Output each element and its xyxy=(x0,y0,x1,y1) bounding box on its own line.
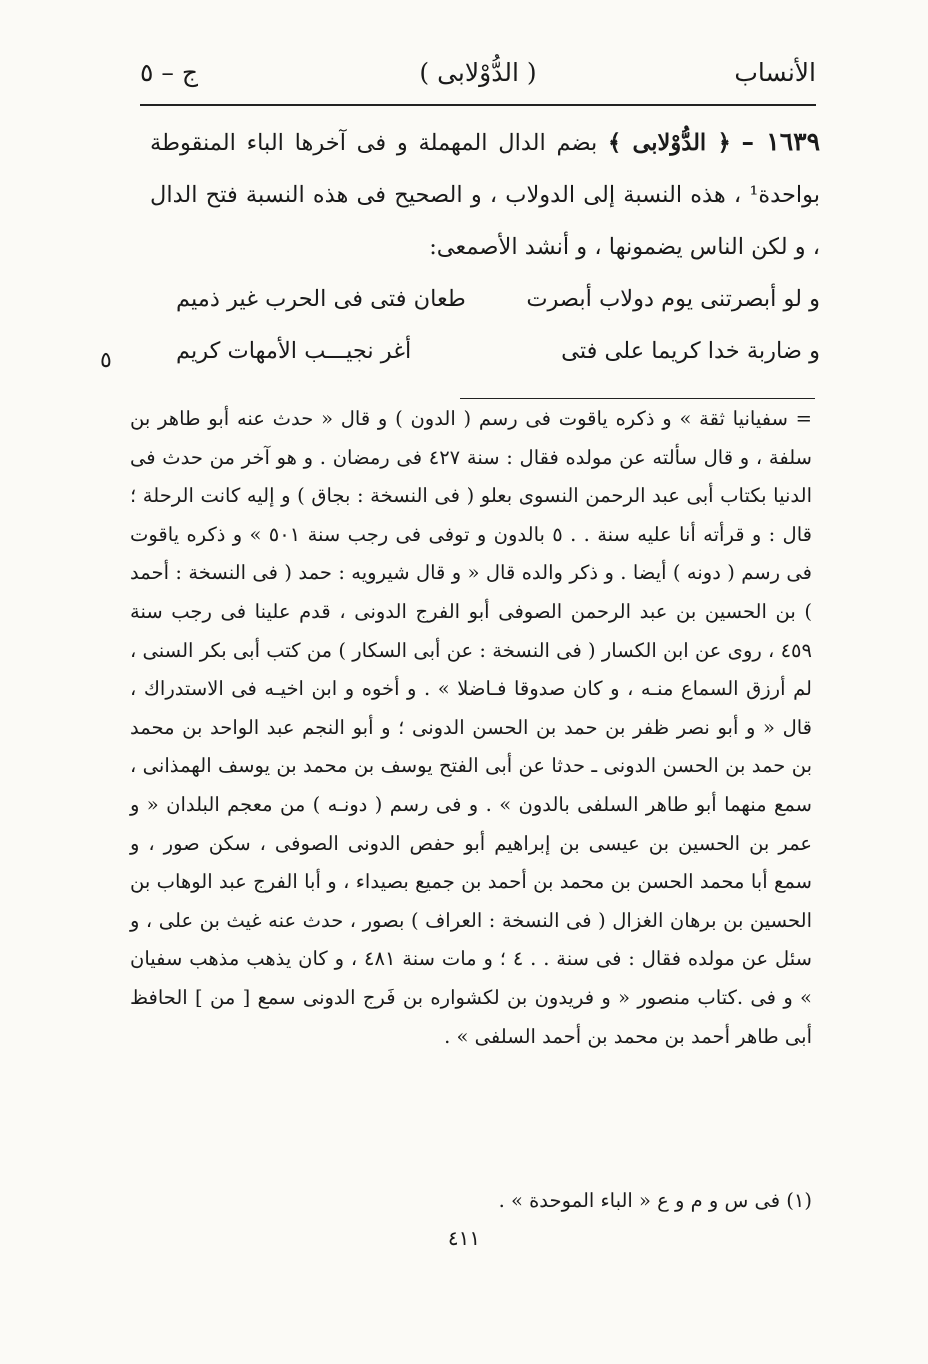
editor-notes xyxy=(130,400,812,1056)
volume-number: ج – ٥ xyxy=(140,58,198,87)
entry-number: ١٦٣٩ – xyxy=(741,127,820,156)
book-title: الأنساب xyxy=(734,58,816,87)
running-header xyxy=(140,52,816,100)
verse-first-hemistich: و ضاربة خدا كريما على فتى xyxy=(561,338,820,364)
notes-separator xyxy=(460,398,815,399)
margin-line-number: ٥ xyxy=(100,348,112,373)
page-number: ٤١١ xyxy=(447,1226,481,1250)
verse-second-hemistich: أغر نجيـــب الأمهات كريم xyxy=(176,338,412,364)
verse-line-2 xyxy=(150,328,820,380)
footnote: (١) فى س و م و ع « الباء الموحدة » . xyxy=(498,1189,812,1212)
verse-line-1 xyxy=(150,276,820,328)
notes-paragraph: = سفيانيا ثقة » و ذكره ياقوت فى رسم ( الدون ) و قال « حدث عنه أبو طاهر بن سلفة ، و قال سألته عن مولده فقال : سنة ٤٢٧ فى رمضان . و هو آخر من حدث فى الدنيا بكتاب أبى عبد الرحمن النسوى بعلو ( فى النسخة : بجاق ) و إليه كانت الرحلة ؛ قال : و قرأته أنا عليه سنة . . ٥ بالدون و توفى فى رجب سنة ٥٠١ » و ذكره ياقوت فى رسم ( دونه ) أيضا . و ذكر والده قال « و قال شيرويه : حمد ( فى النسخة : أحمد ) بن الحسين بن عبد الرحمن الصوفى أبو الفرج الدونى ، قدم علينا فى رجب سنة ٤٥٩ ، روى عن ابن الكسار ( فى النسخة : عن أبى السكار ) من كتب أبى بكر السنى ، لم أرزق السماع منـه ، و كان صدوقا فـاضلا » . و أخوه و ابن اخيـه فى الاستدراك ، قال « و أبو نصر ظفر بن حمد بن الحسن الدونى ؛ و أبو النجم عبد الواحد بن محمد بن حمد بن الحسن الدونى ـ حدثا عن أبى الفتح يوسف بن محمد بن يوسف الهمذانى ، سمع منهما أبو طاهر السلفى بالدون » . و فى رسم ( دونـه ) من معجم البلدان « و عمر بن الحسين بن عيسى بن إبراهيم أبو حفص الدونى الصوفى ، سكن صور ، و سمع أبا محمد الحسن بن محمد بن أحمد بن جميع بصيداء ، و أبا الفرج عبد الوهاب بن الحسين بن برهان الغزال ( فى النسخة : العراف ) بصور ، حدث عنه غيث بن على ، و سئل عن مولده فقال : فى سنة . . ٤ ؛ و مات سنة ٤٨١ ، و كان يذهب مذهب سفيان » و فى .كتاب منصور « و فريدون بن لكشواره بن فَرج الدونى سمع [ من ] الحافظ أبى طاهر أحمد بن محمد بن أحمد السلفى » . xyxy=(130,407,813,1048)
entry-text: بضم الدال المهملة و فى آخرها الباء المنقوطة بواحدة¹ ، هذه النسبة إلى الدولاب ، و الصحيح فى هذه النسبة فتح الدال ، و لكن الناس يضمونها ، و أنشد الأصمعى: xyxy=(150,130,820,260)
header-rule xyxy=(140,104,816,106)
verse-first-hemistich: و لو أبصرتنى يوم دولاب أبصرت xyxy=(526,286,820,312)
entry-1639 xyxy=(150,116,820,273)
entry-headword: ﴿ الدُّوْلابى ﴾ xyxy=(607,130,731,156)
verse-second-hemistich: طعان فتى فى الحرب غير ذميم xyxy=(176,286,466,312)
section-title: ( الدُّوْلابى ) xyxy=(419,58,537,87)
